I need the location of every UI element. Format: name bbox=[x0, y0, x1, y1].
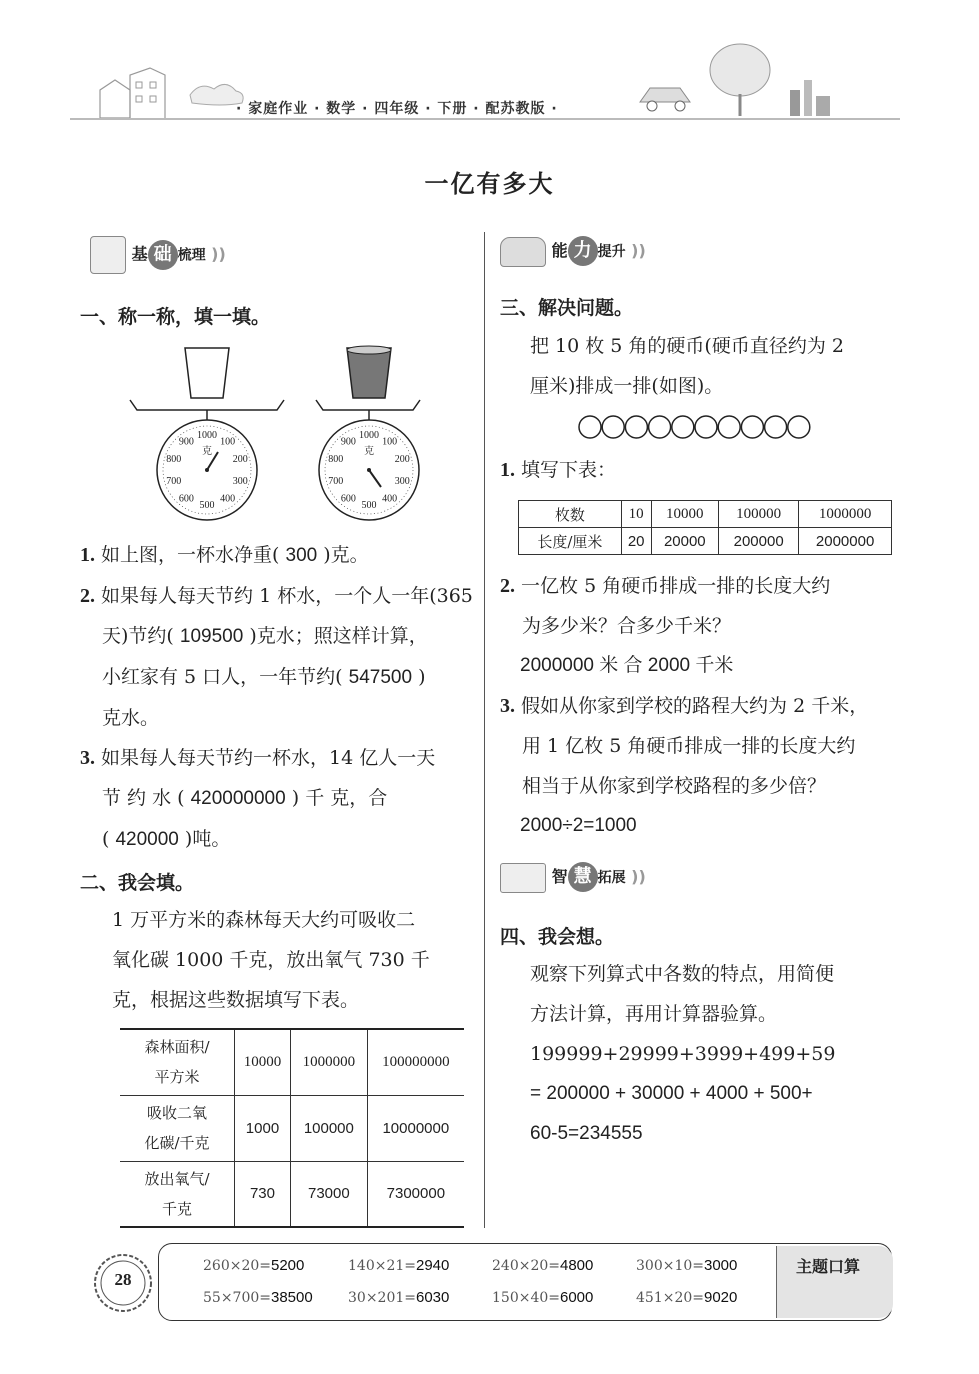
section-2-text: 1 万平方米的森林每天大约可吸收二 氧化碳 1000 千克，放出氧气 730 千 克，根据这些数据填写下表。 bbox=[112, 909, 430, 1011]
q1-3-answer-1: 420000000 bbox=[190, 788, 286, 809]
forest-table-cell: 73000 bbox=[290, 1161, 367, 1227]
oral-calc-question: 260×20= bbox=[203, 1258, 271, 1274]
car-icon bbox=[500, 237, 546, 267]
coin-table-answer-cell: 20000 bbox=[651, 528, 719, 555]
coin-table-cell: 1000000 bbox=[799, 501, 892, 528]
section-2-heading: 二、我会填。 bbox=[80, 872, 195, 894]
dial-tick-label: 800 bbox=[166, 454, 182, 466]
forest-table-row bbox=[120, 1029, 464, 1095]
dial-tick-label: 700 bbox=[166, 475, 182, 487]
badge-ability-b: 力 bbox=[568, 236, 598, 266]
dial-tick-label: 100 bbox=[382, 436, 398, 448]
forest-table-cell: 10000 bbox=[235, 1029, 291, 1095]
dial-tick-label: 300 bbox=[394, 475, 410, 487]
section-4-text: 观察下列算式中各数的特点，用简便 方法计算，再用计算器验算。 199999+29999+3999+499+59 = 200000 + 30000 + 4000 + 500+ 60-5=234555 bbox=[530, 954, 900, 1154]
dial-tick-label: 800 bbox=[328, 454, 344, 466]
oral-calc-answer: 9020 bbox=[704, 1289, 738, 1306]
badge-wisdom-a: 智 bbox=[551, 867, 568, 886]
oral-calc-question: 451×20= bbox=[636, 1290, 704, 1306]
oral-calc-answer: 2940 bbox=[416, 1257, 450, 1274]
dial-tick-label: 900 bbox=[178, 436, 194, 448]
q3-3-answer: 2000÷2=1000 bbox=[520, 815, 637, 836]
scales-figure bbox=[125, 340, 465, 525]
forest-table-header-cell: 吸收二氧 化碳/千克 bbox=[120, 1095, 235, 1161]
forest-table-row bbox=[120, 1095, 464, 1161]
dial-tick-label: 500 bbox=[199, 500, 215, 511]
oral-calc-answer: 4800 bbox=[560, 1257, 594, 1274]
coin bbox=[718, 416, 740, 438]
page-number: 28 bbox=[114, 1270, 132, 1289]
oral-calc-item bbox=[492, 1289, 593, 1306]
forest-table bbox=[120, 1028, 464, 1228]
coin-table-answer-cell: 2000000 bbox=[799, 528, 892, 555]
oral-calc-answer: 5200 bbox=[271, 1257, 305, 1274]
coin-table-answer-cell: 20 bbox=[621, 528, 651, 555]
q1-2-answer-2: 547500 bbox=[348, 667, 413, 688]
dial-tick-label: 600 bbox=[178, 493, 194, 505]
forest-table-cell: 1000 bbox=[235, 1095, 291, 1161]
dial-unit-label: 克 bbox=[364, 446, 374, 457]
oral-calc-question: 300×10= bbox=[636, 1258, 704, 1274]
badge-basic-c: 梳理 bbox=[177, 247, 206, 264]
oral-calc-item bbox=[636, 1257, 737, 1274]
q3-2-answer: 2000000 米 合 2000 千米 bbox=[520, 655, 734, 676]
coin bbox=[672, 416, 694, 438]
dial-tick-label: 500 bbox=[361, 500, 377, 511]
coin bbox=[579, 416, 601, 438]
dial-tick-label: 100 bbox=[220, 436, 236, 448]
badge-basic-a: 基 bbox=[131, 244, 148, 264]
badge-basic-b: 础 bbox=[148, 240, 178, 270]
forest-table-header-cell: 放出氧气/ 千克 bbox=[120, 1161, 235, 1227]
dial-tick-label: 200 bbox=[232, 454, 248, 466]
oral-calc-item bbox=[348, 1257, 449, 1274]
coin-table-cell: 10000 bbox=[651, 501, 719, 528]
dial-tick-label: 700 bbox=[328, 475, 344, 487]
section-4-heading: 四、我会想。 bbox=[500, 926, 615, 948]
header-series: · 家庭作业 · 数学 · 四年级 · 下册 · 配苏教版 · bbox=[236, 101, 558, 117]
coin bbox=[788, 416, 810, 438]
dial-tick-label: 1000 bbox=[359, 430, 379, 441]
dial-tick-label: 900 bbox=[340, 436, 356, 448]
scroll-icon bbox=[90, 236, 126, 274]
forest-table-cell: 100000 bbox=[290, 1095, 367, 1161]
oral-calc-label: 主题口算 bbox=[796, 1257, 861, 1276]
forest-table-cell: 10000000 bbox=[367, 1095, 464, 1161]
oral-calc-item bbox=[203, 1289, 313, 1306]
header-line bbox=[70, 118, 900, 120]
column-divider bbox=[484, 232, 485, 1228]
s4-answer-2: 60-5=234555 bbox=[530, 1123, 643, 1144]
coin-table-cell: 10 bbox=[621, 501, 651, 528]
oral-calc-item bbox=[203, 1257, 304, 1274]
dial-tick-label: 300 bbox=[232, 475, 248, 487]
coin-table-header: 长度/厘米 bbox=[519, 528, 622, 555]
forest-table-cell: 730 bbox=[235, 1161, 291, 1227]
forest-table-row bbox=[120, 1161, 464, 1227]
q3-1: 1. 填写下表： bbox=[500, 459, 617, 481]
badge-basic: 基 础 梳理 )) bbox=[90, 236, 226, 274]
coin-table-header: 枚数 bbox=[519, 501, 622, 528]
dial-tick-label: 400 bbox=[382, 493, 398, 505]
oral-calc-item bbox=[348, 1289, 449, 1306]
q3-2: 2. 一亿枚 5 角硬币排成一排的长度大约 为多少米？合多少千米？ 2000000 米 合 2000 千米 3. 假如从你家到学校的路程大约为 2 千米， 用 1 亿枚 5 角硬币排成一排的长度大约 相当于从你家到学校路程的多少倍？ 2000÷2=1000 bbox=[500, 566, 900, 846]
coin bbox=[765, 416, 787, 438]
q1-3: 3. 如果每人每天节约一杯水，14 亿人一天 节 约 水 ( 420000000 ) 千 克，合 ( 420000 )吨。 bbox=[80, 747, 436, 850]
q1-2-answer-1: 109500 bbox=[179, 626, 244, 647]
section-1-heading: 一、称一称，填一填。 bbox=[80, 306, 271, 328]
coin bbox=[695, 416, 717, 438]
book-icon bbox=[500, 863, 546, 893]
q1-2: 2. 如果每人每天节约 1 杯水，一个人一年(365 天)节约( 109500 )克水；照这样计算， 小红家有 5 口人，一年节约( 547500 ) 克水。 bbox=[80, 585, 473, 729]
q1-3-answer-2: 420000 bbox=[115, 829, 179, 850]
oral-calc-item bbox=[492, 1257, 593, 1274]
oral-calc-question: 240×20= bbox=[492, 1258, 560, 1274]
badge-ability: 能 力 提升 )) bbox=[500, 236, 646, 267]
oral-calc-item bbox=[636, 1289, 737, 1306]
page-title: 一亿有多大 bbox=[424, 170, 555, 198]
dial-tick-label: 1000 bbox=[197, 430, 217, 441]
coin bbox=[625, 416, 647, 438]
oral-calc-question: 140×21= bbox=[348, 1258, 416, 1274]
oral-calc-question: 150×40= bbox=[492, 1290, 560, 1306]
dial-tick-label: 200 bbox=[394, 454, 410, 466]
dial-tick-label: 600 bbox=[340, 493, 356, 505]
forest-table-cell: 100000000 bbox=[367, 1029, 464, 1095]
forest-table-header-cell: 森林面积/ 平方米 bbox=[120, 1029, 235, 1095]
q1-1: 1. 如上图，一杯水净重( 300 )克。 bbox=[80, 544, 369, 566]
coins-row bbox=[578, 414, 814, 440]
oral-calc-question: 55×700= bbox=[203, 1290, 271, 1306]
dial-tick-label: 400 bbox=[220, 493, 236, 505]
section-3-intro: 把 10 枚 5 角的硬币(硬币直径约为 2 厘米)排成一排(如图)。 bbox=[530, 335, 844, 397]
oral-calc-question: 30×201= bbox=[348, 1290, 416, 1306]
badge-wisdom-b: 慧 bbox=[568, 862, 598, 892]
badge-wisdom: 智 慧 拓展 )) bbox=[500, 862, 646, 893]
section-3-heading: 三、解决问题。 bbox=[500, 297, 634, 319]
coin-table bbox=[518, 500, 892, 555]
header-tree-car-illustration bbox=[620, 40, 890, 120]
oral-calc-answer: 6000 bbox=[560, 1289, 594, 1306]
forest-table-cell: 7300000 bbox=[367, 1161, 464, 1227]
coin bbox=[741, 416, 763, 438]
coin bbox=[602, 416, 624, 438]
badge-ability-a: 能 bbox=[551, 241, 568, 260]
dial-unit-label: 克 bbox=[202, 446, 212, 457]
forest-table-cell: 1000000 bbox=[290, 1029, 367, 1095]
oral-calc-answer: 6030 bbox=[416, 1289, 450, 1306]
badge-wisdom-c: 拓展 bbox=[597, 870, 626, 886]
coin bbox=[649, 416, 671, 438]
q1-1-answer: 300 bbox=[285, 545, 318, 566]
coin-table-answer-cell: 200000 bbox=[719, 528, 799, 555]
badge-ability-c: 提升 bbox=[597, 244, 626, 260]
s4-answer-1: = 200000 + 30000 + 4000 + 500+ bbox=[530, 1083, 813, 1104]
coin-table-cell: 100000 bbox=[719, 501, 799, 528]
oral-calc-answer: 38500 bbox=[271, 1289, 313, 1306]
oral-calc-answer: 3000 bbox=[704, 1257, 738, 1274]
